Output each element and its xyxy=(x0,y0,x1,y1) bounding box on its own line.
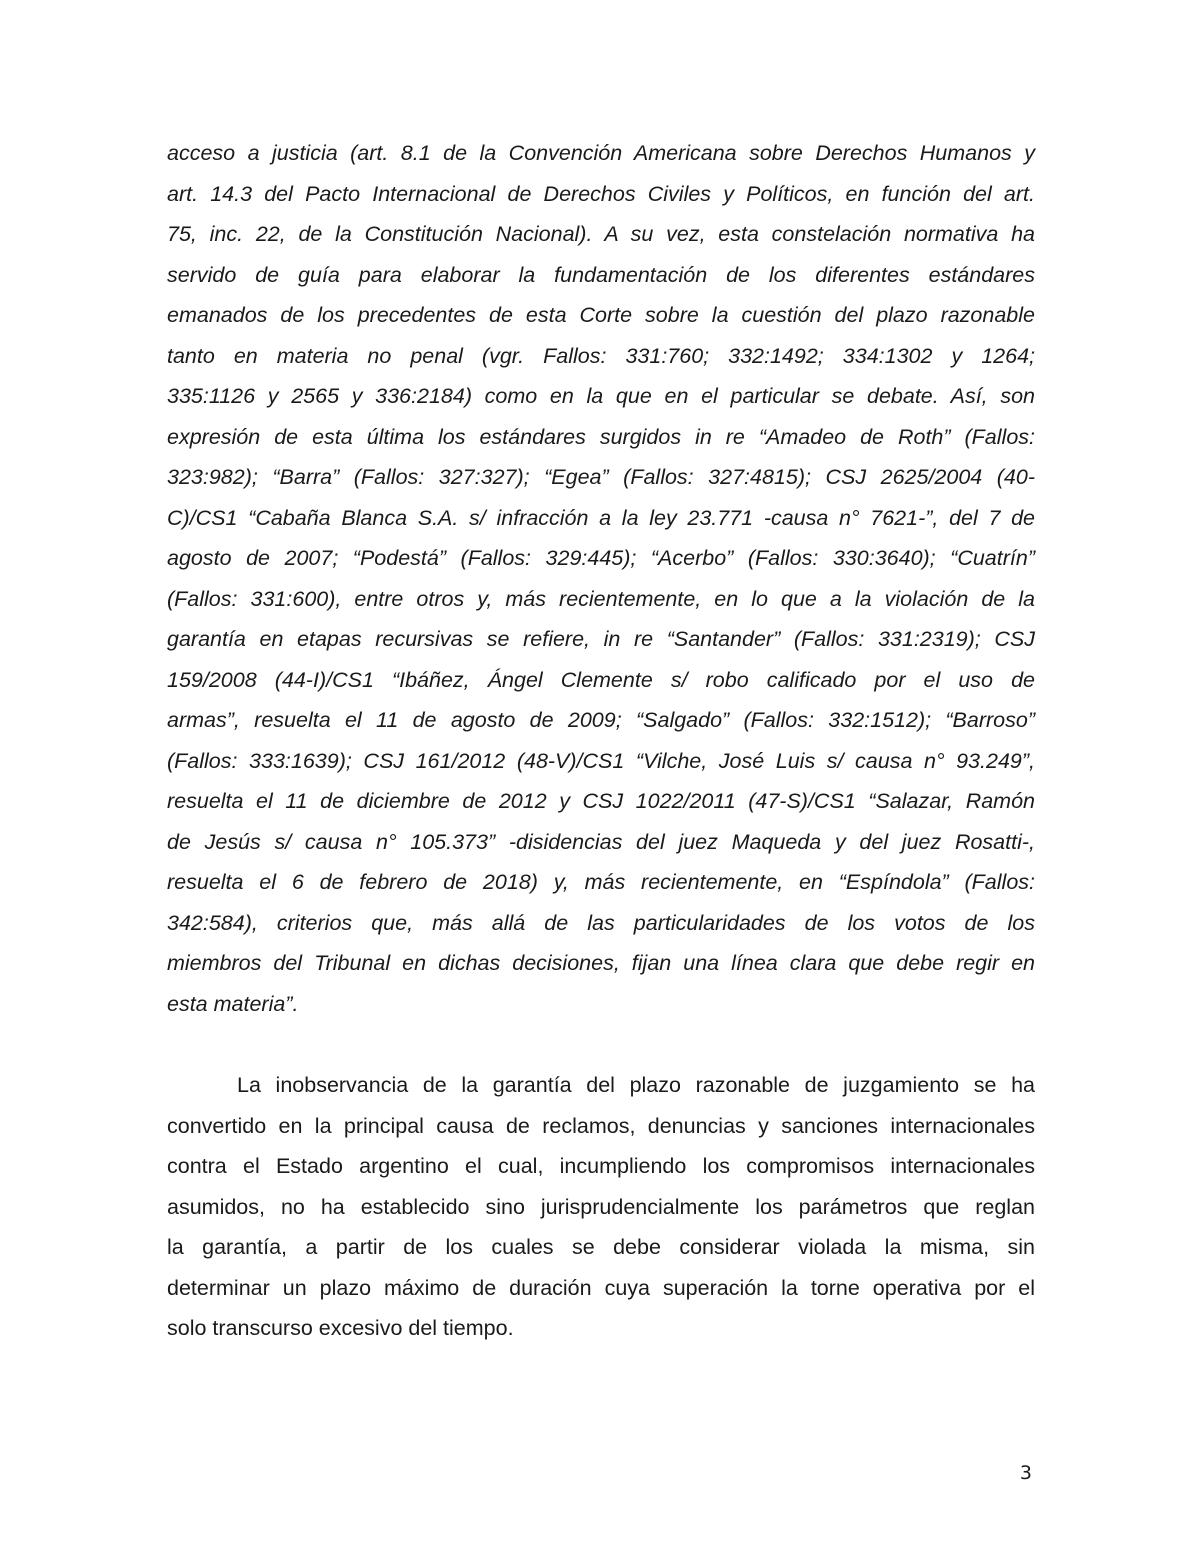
text-line: 159/2008 (44-I)/CS1 “Ibáñez, Ángel Clemente s/ robo calificado por el uso de xyxy=(167,667,1035,692)
text-line: armas”, resuelta el 11 de agosto de 2009; “Salgado” (Fallos: 332:1512); “Barroso” xyxy=(167,708,1035,732)
text-line: 75, inc. 22, de la Constitución Nacional). A su vez, esta constelación normativa ha xyxy=(167,222,1035,246)
text-line: miembros del Tribunal en dichas decisiones, fijan una línea clara que debe regir en xyxy=(167,951,1035,975)
text-line: 342:584), criterios que, más allá de las particularidades de los votos de los xyxy=(167,910,1035,935)
text-line: C)/CS1 “Cabaña Blanca S.A. s/ infracción a la ley 23.771 -causa n° 7621-”, del 7 de xyxy=(167,505,1035,530)
text-line: garantía en etapas recursivas se refiere, in re “Santander” (Fallos: 331:2319); CSJ xyxy=(167,627,1035,651)
text-line: la garantía, a partir de los cuales se debe considerar violada la misma, sin xyxy=(167,1235,1035,1259)
text-line: (Fallos: 331:600), entre otros y, más recientemente, en lo que a la violación de la xyxy=(167,586,1035,611)
text-line: 335:1126 y 2565 y 336:2184) como en la que en el particular se debate. Así, son xyxy=(167,384,1035,408)
text-line: de Jesús s/ causa n° 105.373” -disidencias del juez Maqueda y del juez Rosatti-, xyxy=(167,829,1035,854)
text-line: asumidos, no ha establecido sino jurisprudencialmente los parámetros que reglan xyxy=(167,1194,1035,1219)
text-line: La inobservancia de la garantía del plazo razonable de juzgamiento se ha xyxy=(237,1073,1035,1097)
text-line: resuelta el 6 de febrero de 2018) y, más recientemente, en “Espíndola” (Fallos: xyxy=(167,870,1035,894)
text-line: agosto de 2007; “Podestá” (Fallos: 329:445); “Acerbo” (Fallos: 330:3640); “Cuatrín” xyxy=(167,546,1035,570)
page-number: 3 xyxy=(1019,1462,1032,1484)
text-line: esta materia”. xyxy=(167,991,299,1016)
text-line: emanados de los precedentes de esta Corte sobre la cuestión del plazo razonable xyxy=(167,303,1035,327)
text-line: contra el Estado argentino el cual, incumpliendo los compromisos internacionales xyxy=(167,1154,1035,1178)
text-line: acceso a justicia (art. 8.1 de la Convención Americana sobre Derechos Humanos y xyxy=(167,141,1035,165)
text-line: art. 14.3 del Pacto Internacional de Derechos Civiles y Políticos, en función del art. xyxy=(167,181,1035,206)
text-line: servido de guía para elaborar la fundamentación de los diferentes estándares xyxy=(167,262,1035,287)
text-line: solo transcurso excesivo del tiempo. xyxy=(167,1316,514,1340)
text-line: determinar un plazo máximo de duración cuya superación la torne operativa por el xyxy=(167,1275,1035,1300)
text-line: tanto en materia no penal (vgr. Fallos: 331:760; 332:1492; 334:1302 y 1264; xyxy=(167,343,1035,368)
text-line: convertido en la principal causa de reclamos, denuncias y sanciones internacionales xyxy=(167,1113,1035,1138)
text-line: 323:982); “Barra” (Fallos: 327:327); “Egea” (Fallos: 327:4815); CSJ 2625/2004 (40- xyxy=(167,465,1035,489)
text-line: expresión de esta última los estándares surgidos in re “Amadeo de Roth” (Fallos: xyxy=(167,424,1035,449)
quoted-paragraph xyxy=(167,133,1035,1024)
body-paragraph xyxy=(167,1065,1035,1349)
text-line: (Fallos: 333:1639); CSJ 161/2012 (48-V)/CS1 “Vilche, José Luis s/ causa n° 93.249”, xyxy=(167,748,1035,773)
text-line: resuelta el 11 de diciembre de 2012 y CSJ 1022/2011 (47-S)/CS1 “Salazar, Ramón xyxy=(167,789,1035,813)
